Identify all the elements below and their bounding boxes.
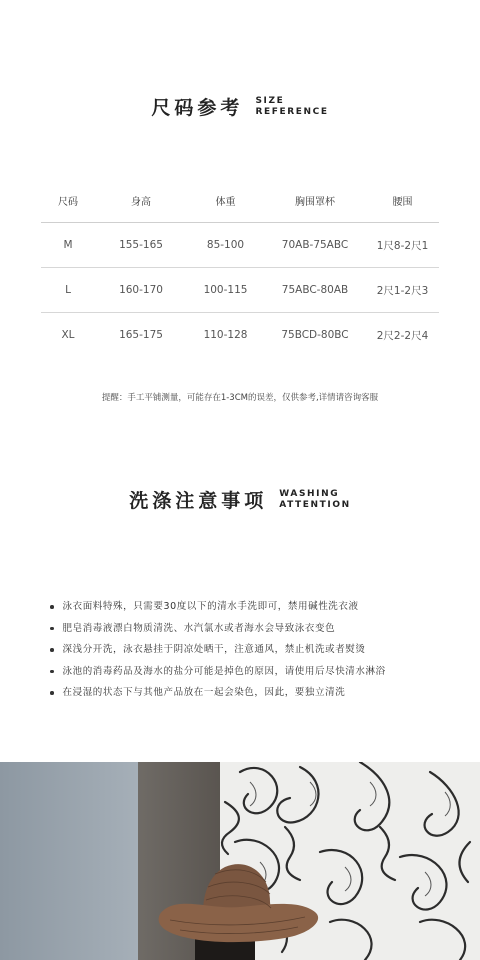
list-item: [50, 661, 470, 683]
waist-cell: 1尺8-2尺1: [366, 223, 439, 268]
model-photo-illustration: [0, 762, 480, 960]
bullet-icon: [50, 691, 54, 695]
list-item: [50, 618, 470, 640]
washing-title-en-line1: WASHING: [279, 488, 340, 499]
tip-text: 在浸湿的状态下与其他产品放在一起会染色，因此，要独立清洗: [62, 687, 346, 698]
list-item: [50, 682, 470, 704]
height-cell: 160-170: [95, 268, 187, 313]
table-row: [41, 268, 439, 313]
size-table-header: 尺码: [41, 178, 95, 223]
size-table-header-row: [41, 178, 439, 223]
waist-cell: 2尺2-2尺4: [376, 329, 429, 342]
weight-cell: 85-100: [187, 223, 264, 268]
table-row: [41, 223, 439, 268]
size-table-header: 体重: [187, 178, 264, 223]
washing-title-cn: 洗涤注意事项: [129, 490, 268, 512]
size-table-header: 腰围: [366, 178, 439, 223]
size-table-header: 胸围罩杯: [264, 178, 366, 223]
measurement-note: 提醒：手工平铺测量，可能存在1-3CM的误差，仅供参考,详情请咨询客服: [101, 393, 379, 403]
bullet-icon: [50, 648, 54, 652]
size-reference-title-cn: 尺码参考: [151, 97, 244, 119]
list-item: [50, 639, 470, 661]
waist-cell: 2尺1-2尺3: [366, 268, 439, 313]
bust-cell: 75BCD-80BC: [281, 329, 349, 341]
bullet-icon: [50, 627, 54, 631]
size-table: [41, 178, 439, 357]
bullet-icon: [50, 605, 54, 609]
height-cell: 155-165: [95, 223, 187, 268]
bust-cell: 70AB-75ABC: [264, 223, 366, 268]
weight-cell: 100-115: [187, 268, 264, 313]
size-cell: XL: [61, 329, 75, 341]
size-cell: L: [41, 268, 95, 313]
size-reference-heading: [0, 93, 480, 120]
tip-text: 泳池的消毒药品及海水的盐分可能是掉色的原因，请使用后尽快清水淋浴: [62, 665, 386, 677]
size-reference-title-en: [255, 96, 328, 118]
product-photo: [0, 762, 480, 960]
size-title-en-line2: REFERENCE: [255, 106, 329, 117]
size-table-header: 身高: [95, 178, 187, 223]
list-item: [50, 596, 470, 618]
table-row: [41, 313, 439, 358]
height-cell: 165-175: [119, 329, 163, 341]
washing-attention-heading: [0, 486, 480, 513]
washing-tips-list: [50, 596, 470, 704]
size-cell: M: [41, 223, 95, 268]
washing-title-en: [279, 489, 351, 511]
bust-cell: 75ABC-80AB: [264, 268, 366, 313]
weight-cell: 110-128: [203, 329, 248, 341]
washing-title-en-line2: ATTENTION: [279, 499, 351, 510]
tip-text: 泳衣面料特殊，只需要30度以下的清水手洗即可，禁用碱性洗衣液: [62, 601, 359, 612]
bullet-icon: [50, 670, 54, 674]
size-title-en-line1: SIZE: [255, 95, 285, 106]
tip-text: 肥皂消毒液漂白物质清洗、水汽氯水或者海水会导致泳衣变色: [62, 622, 336, 634]
tip-text: 深浅分开洗，泳衣悬挂于阴凉处晒干，注意通风，禁止机洗或者熨烫: [62, 644, 366, 655]
